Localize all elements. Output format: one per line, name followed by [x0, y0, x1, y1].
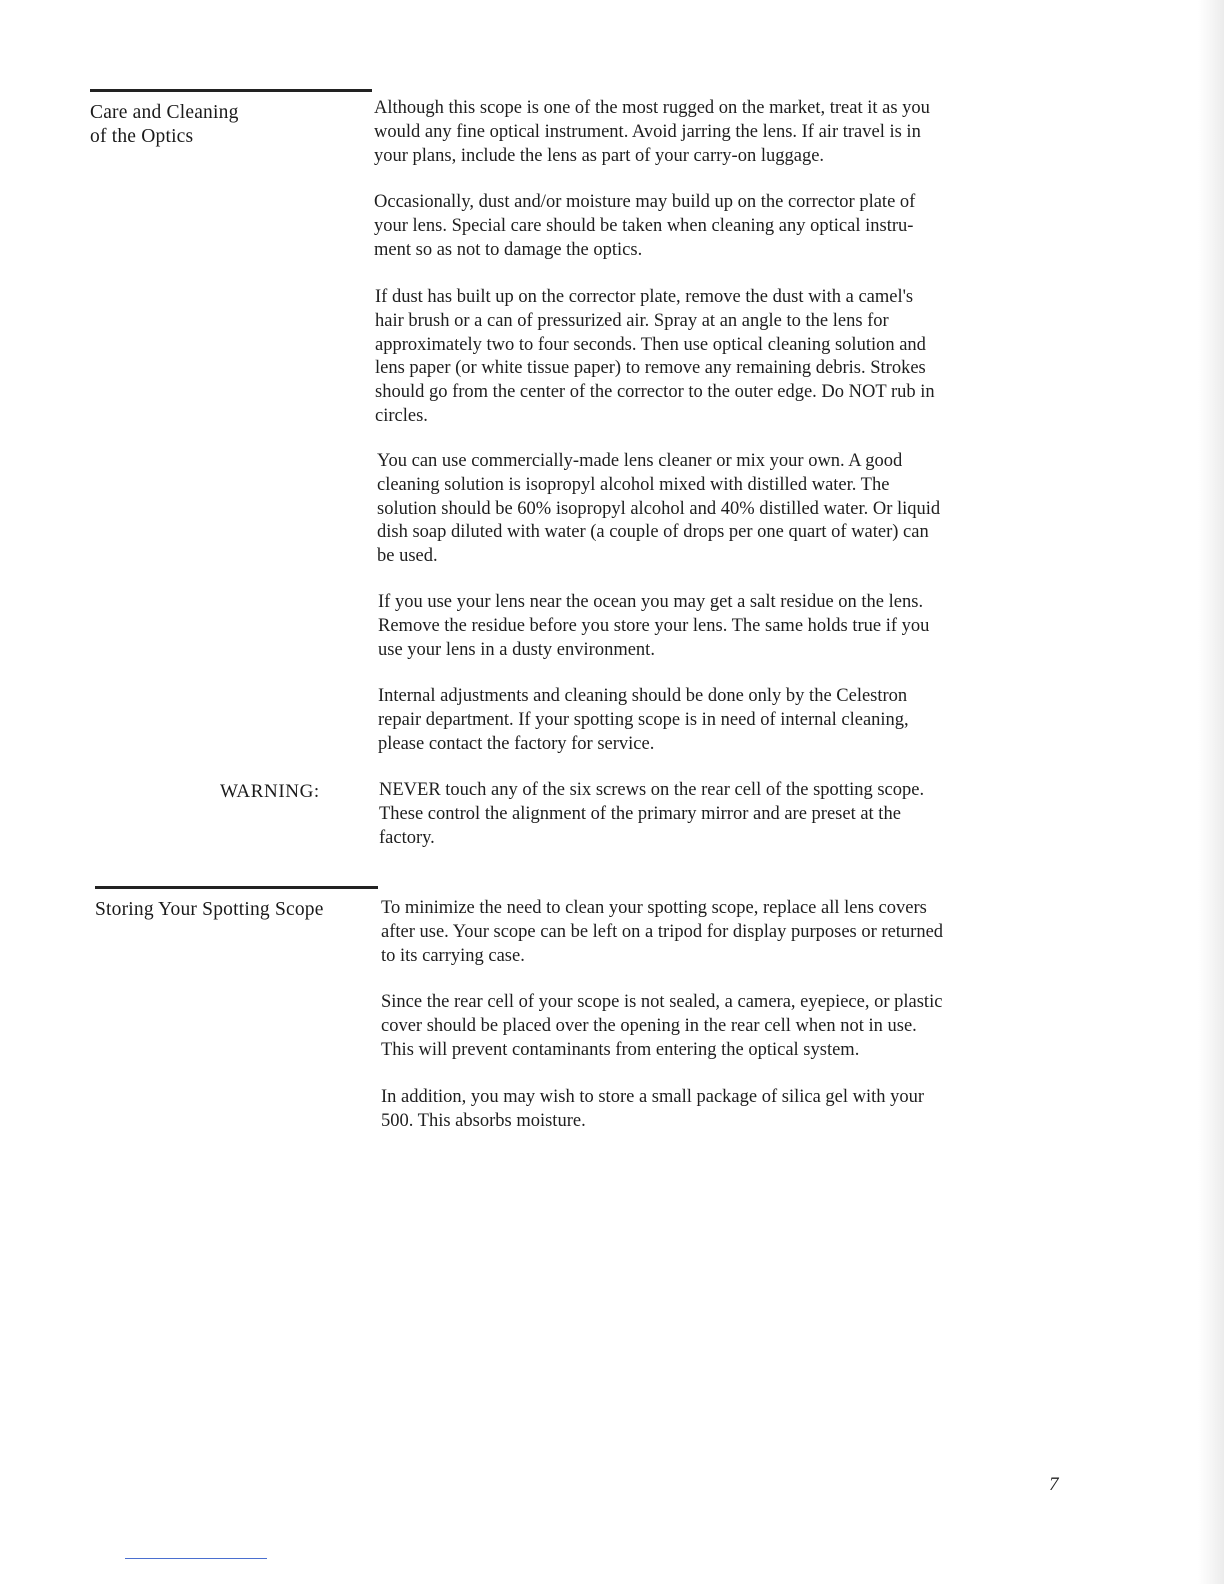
text-line: hair brush or a can of pressurized air. Spray at an angle to the lens for: [375, 310, 889, 331]
page-number: 7: [1049, 1474, 1059, 1495]
heading-line: Storing Your Spotting Scope: [95, 899, 324, 920]
text-line: These control the alignment of the primary mirror and are preset at the: [379, 803, 901, 824]
paragraph-care-4: [377, 450, 940, 569]
text-line: use your lens in a dusty environment.: [378, 639, 655, 660]
text-line: factory.: [379, 827, 435, 848]
warning-label: WARNING:: [220, 781, 320, 802]
scan-artifact-line: [125, 1558, 267, 1559]
section-rule-care: [90, 89, 372, 92]
section-rule-storing: [95, 886, 378, 889]
warning-text: [379, 779, 924, 850]
text-line: repair department. If your spotting scope is in need of internal cleaning,: [378, 709, 909, 730]
text-line: Remove the residue before you store your lens. The same holds true if you: [378, 615, 930, 636]
section-heading-care: [90, 101, 239, 149]
heading-line: Care and Cleaning: [90, 102, 239, 123]
paragraph-storing-3: [381, 1086, 924, 1134]
paragraph-storing-1: [381, 897, 943, 968]
paragraph-care-6: [378, 685, 909, 756]
text-line: dish soap diluted with water (a couple of drops per one quart of water) can: [377, 522, 929, 543]
text-line: If you use your lens near the ocean you may get a salt residue on the lens.: [378, 592, 924, 612]
scan-edge-shadow: [1198, 0, 1224, 1584]
text-line: ment so as not to damage the optics.: [374, 239, 643, 260]
paragraph-care-5: [378, 591, 929, 662]
text-line: cover should be placed over the opening in the rear cell when not in use.: [381, 1015, 917, 1036]
text-line: please contact the factory for service.: [378, 733, 655, 754]
text-line: circles.: [375, 405, 428, 426]
paragraph-storing-2: [381, 991, 942, 1062]
text-line: If dust has built up on the corrector plate, remove the dust with a camel's: [375, 287, 914, 307]
text-line: approximately two to four seconds. Then use optical cleaning solution and: [375, 334, 926, 355]
text-line: This will prevent contaminants from entering the optical system.: [381, 1039, 860, 1060]
text-line: your lens. Special care should be taken when cleaning any optical instru-: [374, 215, 914, 236]
text-line: cleaning solution is isopropyl alcohol mixed with distilled water. The: [377, 474, 890, 495]
text-line: Occasionally, dust and/or moisture may build up on the corrector plate of: [374, 192, 916, 212]
heading-line: of the Optics: [90, 126, 194, 147]
text-line: 500. This absorbs moisture.: [381, 1110, 586, 1131]
text-line: be used.: [377, 546, 438, 567]
text-line: solution should be 60% isopropyl alcohol and 40% distilled water. Or liquid: [377, 498, 941, 519]
text-line: would any fine optical instrument. Avoid jarring the lens. If air travel is in: [374, 121, 921, 142]
paragraph-care-1: [374, 97, 930, 168]
text-line: should go from the center of the corrector to the outer edge. Do NOT rub in: [375, 382, 935, 403]
text-line: to its carrying case.: [381, 945, 525, 966]
paragraph-care-3: [375, 286, 935, 429]
paragraph-care-2: [374, 191, 915, 262]
text-line: your plans, include the lens as part of your carry-on luggage.: [374, 145, 825, 166]
text-line: In addition, you may wish to store a small package of silica gel with your: [381, 1087, 925, 1107]
text-line: lens paper (or white tissue paper) to remove any remaining debris. Strokes: [375, 358, 926, 379]
text-line: Although this scope is one of the most rugged on the market, treat it as you: [374, 98, 930, 118]
text-line: To minimize the need to clean your spotting scope, replace all lens covers: [381, 898, 927, 918]
text-line: Internal adjustments and cleaning should be done only by the Celestron: [378, 686, 908, 706]
text-line: NEVER touch any of the six screws on the rear cell of the spotting scope.: [379, 780, 925, 800]
text-line: Since the rear cell of your scope is not sealed, a camera, eyepiece, or plastic: [381, 992, 943, 1012]
section-heading-storing: [95, 898, 324, 922]
text-line: You can use commercially-made lens cleaner or mix your own. A good: [377, 451, 903, 471]
text-line: after use. Your scope can be left on a tripod for display purposes or returned: [381, 921, 944, 942]
